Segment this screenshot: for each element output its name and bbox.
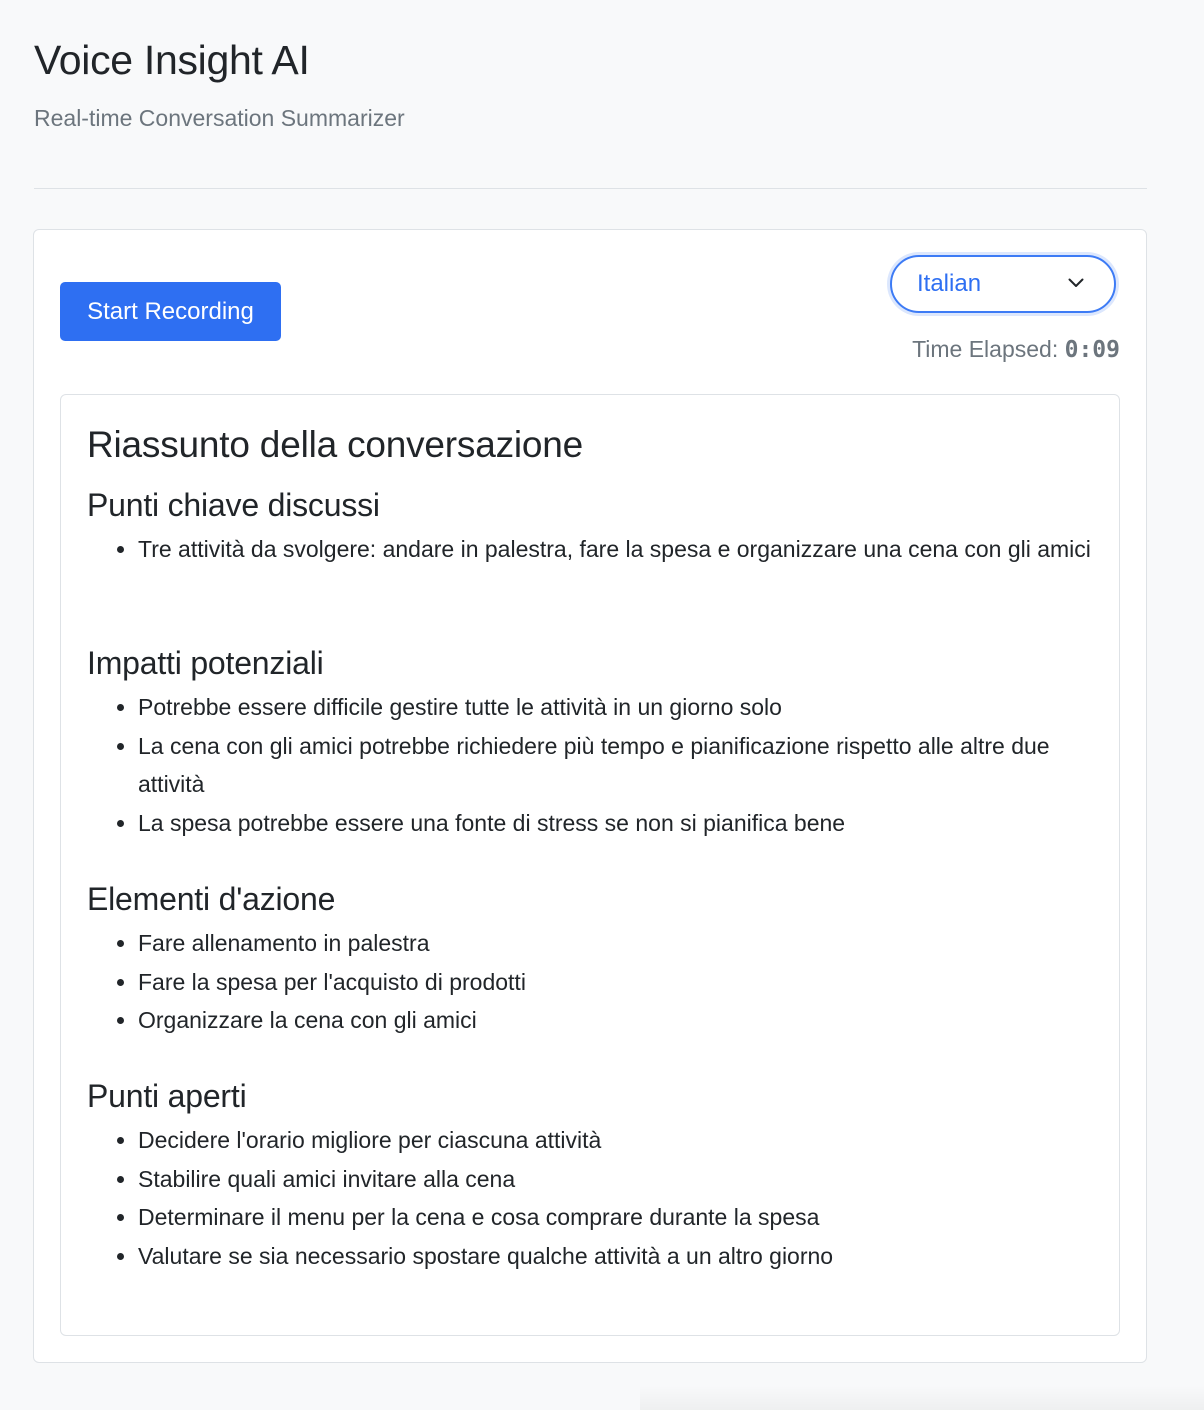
list-item: • Tre attività da svolgere: andare in palestra, fare la spesa e organizzare una cena con gli amici <box>138 530 1097 569</box>
list-item: • Organizzare la cena con gli amici <box>138 1001 1097 1040</box>
bullet-list <box>87 688 1097 842</box>
start-recording-button[interactable]: Start Recording <box>60 282 281 341</box>
list-item: • Fare allenamento in palestra <box>138 924 1097 963</box>
bullet-list <box>87 924 1097 1040</box>
time-elapsed-value: 0:09 <box>1064 337 1120 363</box>
section-heading: Punti aperti <box>87 1078 247 1114</box>
summary-title: Riassunto della conversazione <box>87 424 584 465</box>
list-item: • La spesa potrebbe essere una fonte di stress se non si pianifica bene <box>138 804 1097 843</box>
recorder-card <box>33 229 1147 1363</box>
list-item: • Decidere l'orario migliore per ciascuna attività <box>138 1121 1097 1160</box>
language-select[interactable] <box>890 255 1116 313</box>
summary-section-key-points <box>87 485 1097 569</box>
section-heading: Impatti potenziali <box>87 645 324 681</box>
list-item: • Stabilire quali amici invitare alla cena <box>138 1160 1097 1199</box>
summary-section-action-items <box>87 879 1097 1040</box>
summary-section-open-points <box>87 1076 1097 1275</box>
app-title: Voice Insight AI <box>34 37 310 83</box>
list-item: • Fare la spesa per l'acquisto di prodotti <box>138 963 1097 1002</box>
app-subtitle: Real-time Conversation Summarizer <box>34 105 405 131</box>
list-item: • Potrebbe essere difficile gestire tutte le attività in un giorno solo <box>138 688 1097 727</box>
bullet-list <box>87 530 1097 569</box>
time-elapsed <box>912 334 1120 365</box>
summary-section-impacts <box>87 643 1097 842</box>
app-header <box>34 34 1147 133</box>
language-selected-value: Italian <box>917 270 982 297</box>
bullet-list <box>87 1121 1097 1275</box>
list-item: • Valutare se sia necessario spostare qualche attività a un altro giorno <box>138 1237 1097 1276</box>
section-heading: Elementi d'azione <box>87 881 336 917</box>
chevron-down-icon <box>1068 278 1084 288</box>
bottom-edge-shadow <box>640 1385 1204 1410</box>
summary-panel <box>60 394 1120 1336</box>
list-item: • Determinare il menu per la cena e cosa comprare durante la spesa <box>138 1198 1097 1237</box>
section-heading: Punti chiave discussi <box>87 487 380 523</box>
time-elapsed-label: Time Elapsed: <box>912 336 1059 362</box>
list-item: • La cena con gli amici potrebbe richiedere più tempo e pianificazione rispetto alle altre due attività <box>138 727 1097 804</box>
header-divider <box>34 188 1147 189</box>
